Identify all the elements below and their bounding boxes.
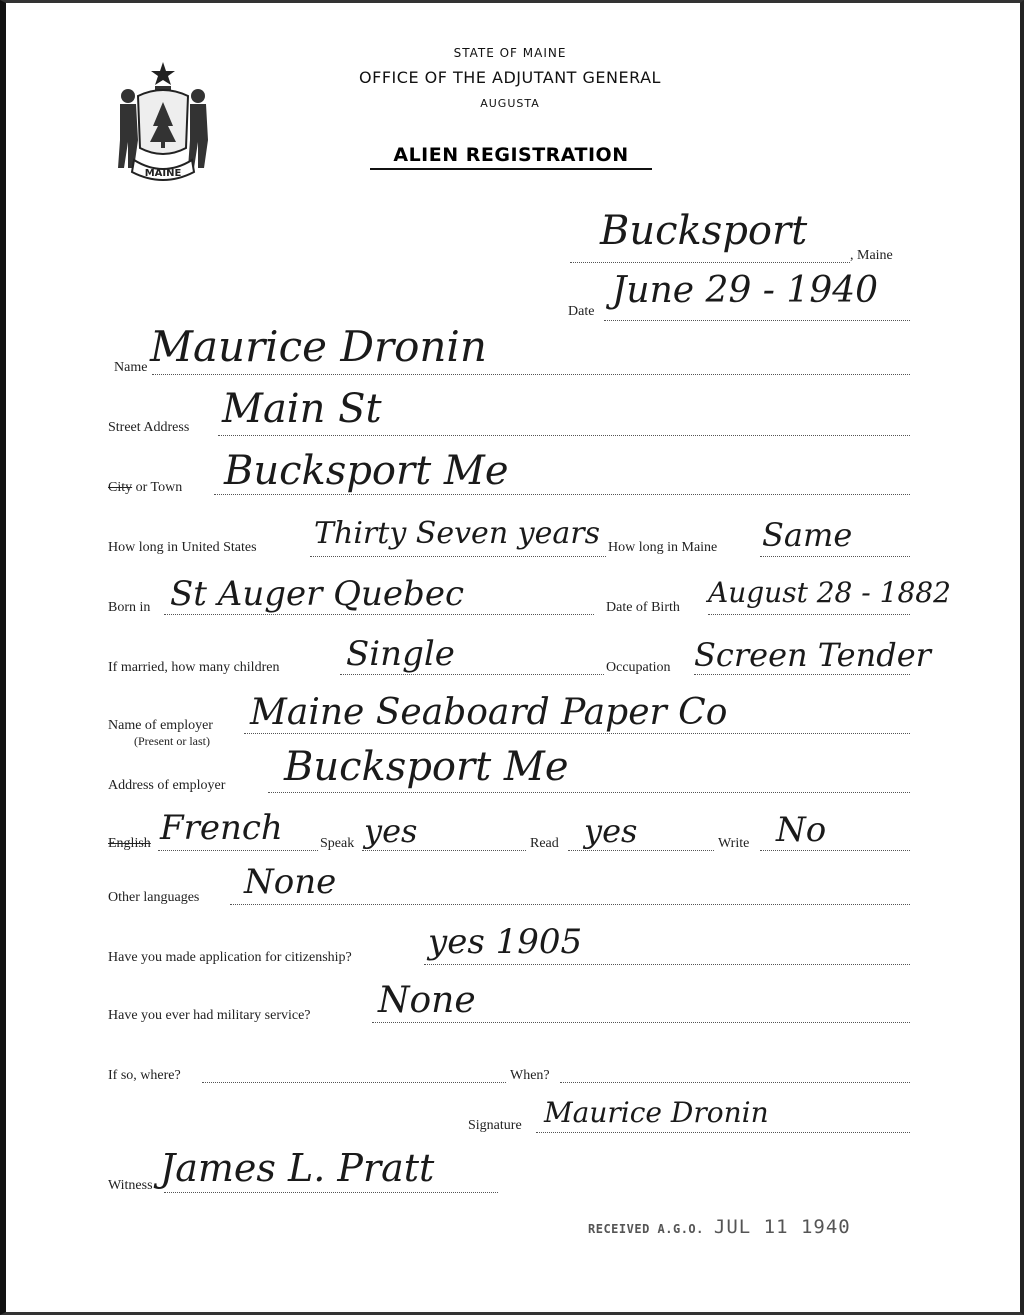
header-office: OFFICE OF THE ADJUTANT GENERAL [359, 68, 661, 87]
signature-value: Maurice Dronin [544, 1096, 769, 1129]
place-suffix: , Maine [850, 248, 893, 263]
military-label: Have you ever had military service? [108, 1008, 311, 1023]
children-value: Single [346, 634, 455, 674]
town-line [214, 494, 910, 495]
city-label-struck: City [108, 480, 133, 495]
town-value: Bucksport Me [224, 448, 509, 494]
other-languages-line [230, 904, 910, 905]
witness-label: Witness [108, 1178, 153, 1193]
occupation-line [694, 674, 910, 675]
when-label: When? [510, 1068, 550, 1083]
other-languages-value: None [244, 862, 337, 902]
street-line [218, 435, 910, 436]
where-line [202, 1082, 506, 1083]
write-line [760, 850, 910, 851]
signature-label: Signature [468, 1118, 522, 1133]
dob-label: Date of Birth [606, 600, 680, 615]
employer-value: Maine Seaboard Paper Co [250, 692, 728, 733]
citizenship-label: Have you made application for citizenship? [108, 950, 352, 965]
employer-address-label: Address of employer [108, 778, 226, 793]
write-label: Write [718, 836, 750, 851]
date-label: Date [568, 304, 595, 319]
english-label: English [108, 836, 151, 851]
language-line [158, 850, 318, 851]
military-value: None [378, 980, 476, 1021]
city-town-label [108, 480, 182, 496]
citizenship-line [424, 964, 910, 965]
employer-label: Name of employer [108, 718, 213, 733]
name-label: Name [114, 360, 148, 375]
employer-sublabel: (Present or last) [134, 734, 210, 748]
date-value: June 29 - 1940 [612, 270, 879, 311]
maine-duration-line [760, 556, 910, 557]
street-label: Street Address [108, 420, 190, 435]
children-line [340, 674, 604, 675]
form-title: ALIEN REGISTRATION [370, 144, 652, 170]
speak-label: Speak [320, 836, 355, 851]
occupation-value: Screen Tender [694, 636, 931, 674]
read-value: yes [584, 812, 638, 850]
us-duration-label: How long in United States [108, 540, 257, 555]
occupation-label: Occupation [606, 660, 671, 675]
signature-line [536, 1132, 910, 1133]
place-value: Bucksport [600, 208, 808, 254]
maine-duration-value: Same [762, 516, 853, 554]
born-value: St Auger Quebec [170, 574, 464, 614]
born-label: Born in [108, 600, 151, 615]
where-label: If so, where? [108, 1068, 181, 1083]
speak-value: yes [364, 812, 418, 850]
dob-value: August 28 - 1882 [708, 576, 951, 609]
other-languages-label: Other languages [108, 890, 200, 905]
us-duration-value: Thirty Seven years [314, 516, 600, 551]
read-line [568, 850, 714, 851]
born-line [164, 614, 594, 615]
witness-line [164, 1192, 498, 1193]
maine-duration-label: How long in Maine [608, 540, 718, 555]
speak-line [362, 850, 526, 851]
name-line [152, 374, 910, 375]
military-line [372, 1022, 910, 1023]
employer-line [244, 733, 910, 734]
received-stamp-text: RECEIVED A.G.O. [588, 1222, 704, 1236]
street-value: Main St [222, 386, 382, 432]
maine-state-seal [108, 56, 218, 186]
received-stamp [588, 1216, 851, 1238]
write-value: No [776, 810, 827, 850]
when-line [560, 1082, 910, 1083]
children-label: If married, how many children [108, 660, 280, 675]
header-state: STATE OF MAINE [453, 46, 567, 60]
header-city: AUGUSTA [480, 97, 540, 110]
witness-value: James L. Pratt [160, 1146, 435, 1190]
name-value: Maurice Dronin [150, 322, 487, 371]
svg-text:MAINE: MAINE [144, 168, 182, 179]
town-label: or Town [132, 480, 183, 495]
employer-address-value: Bucksport Me [284, 744, 569, 790]
place-line [570, 262, 850, 263]
received-stamp-date: JUL 11 1940 [713, 1216, 851, 1238]
citizenship-value: yes 1905 [428, 922, 583, 962]
language-value: French [160, 808, 283, 848]
us-duration-line [310, 556, 606, 557]
read-label: Read [530, 836, 559, 851]
dob-line [708, 614, 910, 615]
date-line [604, 320, 910, 321]
employer-address-line [268, 792, 910, 793]
